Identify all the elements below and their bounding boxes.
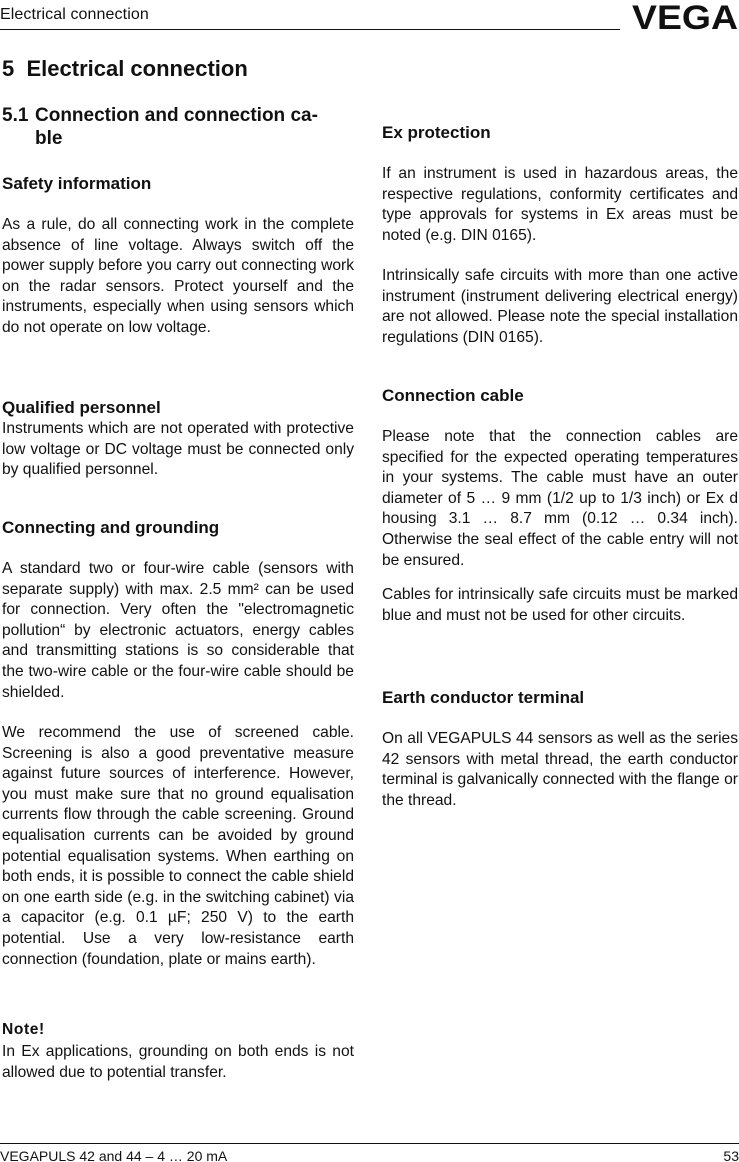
safety-text: As a rule, do all connecting work in the complete absence of line voltage. Always switch off the power supply before you carry out connecting work on the radar sensors. Protect yourself and the instruments, especially when using sensors which do not operate on low voltage. [2,216,354,336]
grounding-heading: Connecting and grounding [2,518,220,537]
earth-heading: Earth conductor terminal [382,688,585,707]
vega-logo-text: VEGA [632,1,738,31]
cable-text-1: Please note that the connection cables are specified for the expected operating temperatures in your systems. The cable must have an outer diameter of 5 … 9 mm (1/2 up to 1/3 inch) or Ex d housing 3.1 … 8.7 mm (0.12 … 0.34 inch). Otherwise the seal effect of the cable entry will not be ensured. [382,428,738,569]
ex-text-1: If an instrument is used in hazardous areas, the respective regulations, conformity certificates and type approvals for systems in Ex areas must be noted (e.g. DIN 0165). [382,165,738,244]
safety-heading: Safety information [2,174,152,193]
header-rule [0,29,620,30]
header-title: Electrical connection [0,6,149,23]
section-title-line2: ble [35,128,63,149]
footer-product: VEGAPULS 42 and 44 – 4 … 20 mA [0,1148,228,1162]
earth-text: On all VEGAPULS 44 sensors as well as the series 42 sensors with metal thread, the earth conductor terminal is galvanically connected with the flange or the thread. [382,730,738,809]
qualified-text: Instruments which are not operated with protective low voltage or DC voltage must be connected only by qualified personnel. [2,420,354,479]
page-header [0,0,739,32]
cable-text-2: Cables for intrinsically safe circuits must be marked blue and must not be used for other circuits. [382,586,738,624]
grounding-text-1: A standard two or four-wire cable (sensors with separate supply) with max. 2.5 mm² can be used for connection. Very often the "electromagnetic pollution“ by electronic actuators, energy cables and transmitting stations is so considerable that the two-wire cable or the four-wire cable should be shielded. [2,560,354,701]
chapter-number: 5 [2,56,15,81]
section-heading [2,104,356,150]
section-number: 5.1 [2,105,29,126]
chapter-title: Electrical connection [26,56,248,81]
grounding-text-2: We recommend the use of screened cable. Screening is also a good preventative measure against future sources of interference. However, you must make sure that no ground equalisation currents flow through the cable screening. Ground equalisation currents can be avoided by ground potential equalisation systems. When earthing on both ends, it is possible to connect the cable shield on one earth side (e.g. in the switching cabinet) via a capacitor (e.g. 0.1 µF; 250 V) to the earth potential. Use a very low-resistance earth connection (foundation, plate or mains earth). [2,724,354,968]
section-title-line1: Connection and connection ca- [35,105,318,126]
page-number: 53 [723,1148,739,1162]
chapter-heading [2,56,248,82]
vega-logo [631,1,739,31]
note-heading: Note! [2,1021,45,1038]
ex-heading: Ex protection [382,123,491,142]
cable-heading: Connection cable [382,386,524,405]
footer-rule [0,1143,739,1144]
note-text: In Ex applications, grounding on both ends is not allowed due to potential transfer. [2,1043,354,1081]
ex-text-2: Intrinsically safe circuits with more than one active instrument (instrument delivering electrical energy) are not allowed. Please note the special installation regulations (DIN 0165). [382,267,738,346]
qualified-heading: Qualified personnel [2,398,161,417]
